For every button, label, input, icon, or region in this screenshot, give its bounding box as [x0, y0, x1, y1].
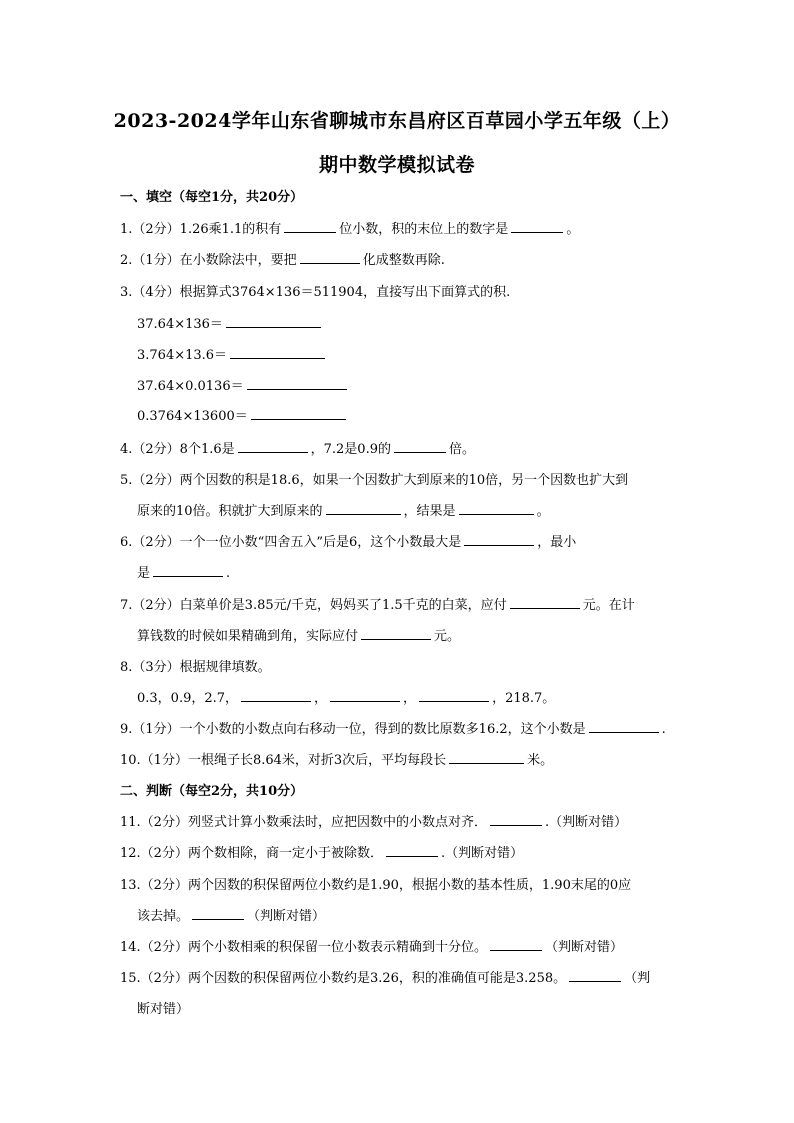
answer-blank[interactable]	[153, 563, 223, 577]
answer-blank[interactable]	[247, 376, 347, 390]
question-text: 。	[566, 222, 580, 237]
question-3-sub-1	[137, 313, 324, 332]
answer-blank[interactable]	[330, 688, 400, 702]
question-text: （判断对错）	[544, 940, 623, 955]
question-text: ，	[403, 691, 417, 706]
question-text: 原来的10倍。积就扩大到原来的	[137, 504, 323, 519]
question-text: ，	[314, 691, 328, 706]
question-6-continued	[137, 562, 230, 581]
answer-blank[interactable]	[459, 501, 534, 515]
question-15	[120, 967, 650, 986]
question-text: 37.64×0.0136＝	[137, 379, 244, 394]
question-text: 2.（1分）在小数除法中，要把	[120, 253, 297, 268]
answer-blank[interactable]	[241, 688, 311, 702]
question-text: 是	[137, 566, 151, 581]
answer-blank[interactable]	[589, 719, 659, 733]
question-13	[120, 874, 631, 893]
section-heading-true-false: 二、判断（每空2分，共10分）	[120, 784, 304, 799]
question-7-continued	[137, 625, 460, 644]
question-text: .	[226, 566, 231, 581]
question-text: 8.（3分）根据规律填数。	[120, 660, 271, 675]
question-5	[120, 469, 628, 488]
question-text: ，7.2是0.9的	[310, 442, 391, 457]
question-8-sequence	[137, 687, 555, 706]
answer-blank[interactable]	[464, 532, 534, 546]
answer-blank[interactable]	[192, 906, 244, 920]
question-text: 元。	[434, 629, 461, 644]
question-text: ，最小	[537, 535, 577, 550]
question-4	[120, 438, 475, 457]
question-text: （判断对错）	[247, 909, 326, 924]
question-10	[120, 749, 553, 768]
section-heading-fill-in: 一、填空（每空1分，共20分）	[120, 190, 304, 205]
question-text: 倍。	[448, 442, 475, 457]
question-text: 3.764×13.6＝	[137, 348, 228, 363]
answer-blank[interactable]	[510, 595, 580, 609]
question-text: .（判断对错）	[440, 846, 524, 861]
question-text: .	[661, 722, 666, 737]
question-14	[120, 936, 623, 955]
exam-title-line2: 期中数学模拟试卷	[318, 154, 475, 176]
answer-blank[interactable]	[300, 250, 360, 264]
answer-blank[interactable]	[449, 750, 524, 764]
answer-blank[interactable]	[251, 406, 346, 420]
answer-blank[interactable]	[226, 314, 321, 328]
answer-blank[interactable]	[569, 968, 621, 982]
question-1	[120, 218, 579, 237]
question-text: 0.3，0.9，2.7，	[137, 691, 239, 706]
question-12	[120, 842, 523, 861]
question-text: 9.（1分）一个小数的小数点向右移动一位，得到的数比原数多16.2，这个小数是	[120, 722, 586, 737]
question-text: 6.（2分）一个一位小数“四舍五入”后是6，这个小数最大是	[120, 535, 462, 550]
question-text: ，218.7。	[492, 691, 556, 706]
question-text: 37.64×136＝	[137, 317, 223, 332]
question-9	[120, 718, 666, 737]
question-text: .（判断对错）	[544, 815, 628, 830]
answer-blank[interactable]	[326, 501, 401, 515]
question-text: （判	[624, 971, 651, 986]
question-5-continued	[137, 500, 550, 519]
question-7	[120, 594, 635, 613]
question-text: 10.（1分）一根绳子长8.64米，对折3次后，平均每段长	[120, 753, 447, 768]
question-2	[120, 249, 445, 268]
answer-blank[interactable]	[419, 688, 489, 702]
exam-title-line1: 2023-2024学年山东省聊城市东昌府区百草园小学五年级（上）	[113, 110, 681, 132]
question-text: 化成整数再除.	[362, 253, 445, 268]
question-6	[120, 531, 576, 550]
question-15-continued	[137, 998, 189, 1017]
question-text: 3.（4分）根据算式3764×136＝511904，直接写出下面算式的积.	[120, 285, 511, 300]
question-text: ，结果是	[403, 504, 456, 519]
question-text: 4.（2分）8个1.6是	[120, 442, 235, 457]
answer-blank[interactable]	[238, 439, 308, 453]
question-text: 断对错）	[137, 1002, 190, 1017]
question-3-sub-2	[137, 344, 328, 363]
question-text: 。	[536, 504, 550, 519]
question-text: 13.（2分）两个因数的积保留两位小数约是1.90，根据小数的基本性质，1.90末尾的0应	[120, 878, 632, 893]
question-11	[120, 811, 627, 830]
answer-blank[interactable]	[394, 439, 446, 453]
question-text: 7.（2分）白菜单价是3.85元/千克，妈妈买了1.5千克的白菜，应付	[120, 598, 507, 613]
answer-blank[interactable]	[490, 812, 542, 826]
question-text: 5.（2分）两个因数的积是18.6，如果一个因数扩大到原来的10倍，另一个因数也扩大到	[120, 473, 629, 488]
question-13-continued	[137, 905, 325, 924]
question-text: 米。	[527, 753, 554, 768]
answer-blank[interactable]	[284, 219, 336, 233]
question-text: 元。在计	[582, 598, 635, 613]
question-text: 0.3764×13600＝	[137, 409, 248, 424]
question-text: 14.（2分）两个小数相乘的积保留一位小数表示精确到十分位。	[120, 940, 487, 955]
question-3	[120, 281, 510, 300]
question-text: 位小数，积的末位上的数字是	[339, 222, 509, 237]
answer-blank[interactable]	[230, 345, 325, 359]
question-3-sub-3	[137, 375, 350, 394]
question-text: 算钱数的时候如果精确到角，实际应付	[137, 629, 359, 644]
question-text: 15.（2分）两个因数的积保留两位小数约是3.26，积的准确值可能是3.258。	[120, 971, 567, 986]
question-text: 11.（2分）列竖式计算小数乘法时，应把因数中的小数点对齐．	[120, 815, 487, 830]
answer-blank[interactable]	[490, 937, 542, 951]
question-text: 1.（2分）1.26乘1.1的积有	[120, 222, 282, 237]
answer-blank[interactable]	[361, 626, 431, 640]
question-3-sub-4	[137, 405, 349, 424]
answer-blank[interactable]	[511, 219, 563, 233]
question-text: 12.（2分）两个数相除，商一定小于被除数．	[120, 846, 383, 861]
question-8	[120, 656, 271, 675]
question-text: 该去掉。	[137, 909, 190, 924]
answer-blank[interactable]	[386, 843, 438, 857]
